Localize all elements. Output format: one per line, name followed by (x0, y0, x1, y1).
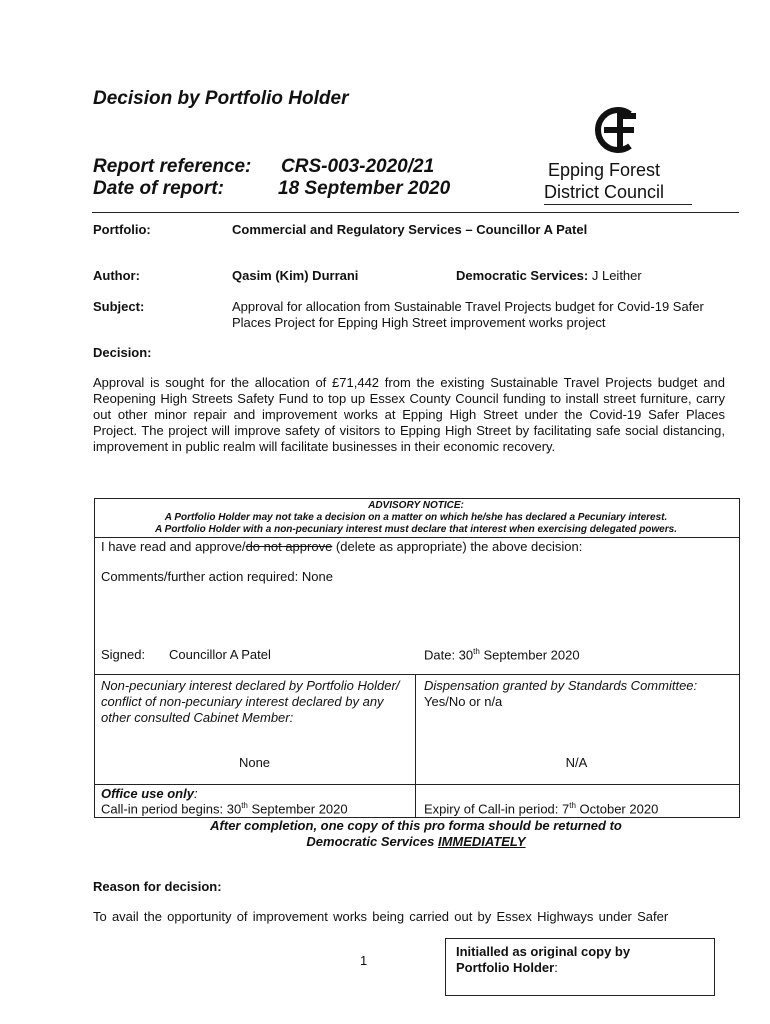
dispensation-options: Yes/No or n/a (424, 694, 503, 709)
advisory-line1: A Portfolio Holder may not take a decision on a matter on which he/she has declared a Pecuniary interest. (164, 512, 668, 523)
advisory-title: ADVISORY NOTICE: (368, 500, 464, 511)
subject-value: Approval for allocation from Sustainable Travel Projects budget for Covid-19 Safer Places Project for Epping High Street improvement works project (232, 299, 704, 330)
callin-begins-rest: September 2020 (247, 801, 348, 817)
page-number: 1 (360, 953, 368, 968)
callin-begins (101, 801, 348, 816)
dispensation-value: N/A (565, 755, 588, 770)
date-of-report-label: Date of report: (93, 178, 224, 199)
completion-note (94, 818, 738, 850)
header-divider (92, 212, 739, 213)
advisory-header-divider (94, 537, 739, 538)
portfolio-label: Portfolio: (93, 222, 151, 237)
initialled-line2 (456, 960, 630, 976)
callin-begins-sup: th (241, 801, 248, 810)
completion-line2-text: Democratic Services (306, 834, 438, 849)
dispensation-text: Dispensation granted by Standards Committee: (424, 678, 698, 693)
reason-label: Reason for decision: (93, 879, 222, 894)
signed-date-text: Date: 30 (424, 647, 474, 663)
interest-column-divider (415, 674, 416, 817)
initialled-line2-text: Portfolio Holder (456, 960, 555, 975)
signed-label: Signed: (101, 647, 146, 662)
report-reference-label: Report reference: (93, 156, 252, 177)
callin-expiry-sup: th (569, 801, 576, 810)
signed-date (424, 647, 580, 662)
callin-expiry-rest: October 2020 (575, 801, 659, 817)
logo-text-line1: Epping Forest (548, 160, 661, 180)
approval-text: I have read and approve/ (101, 539, 246, 554)
completion-line1: After completion, one copy of this pro forma should be returned to (210, 818, 622, 833)
initialled-text (456, 944, 630, 976)
author-value: Qasim (Kim) Durrani (232, 268, 359, 283)
advisory-notice-header (94, 500, 738, 536)
approval-text-rest: (delete as appropriate) the above decision: (332, 539, 583, 554)
office-use-colon: : (193, 786, 198, 801)
approval-statement (101, 539, 582, 554)
interest-declaration-text: Non-pecuniary interest declared by Portfolio Holder/ conflict of non-pecuniary interest declared by any other consulted Cabinet Member: (101, 678, 400, 725)
decision-text: Approval is sought for the allocation of £71,442 from the existing Sustainable Travel Projects budget and Reopening High Streets Safety Fund to top up Essex County Council funding to install street furniture, carry out other minor repair and improvement works at Epping High Street under the Covid-19 Safer Places Project. The project will improve safety of visitors to Epping High Street by facilitating safe social distancing, improvement in public realm will facilitate businesses in their economic recovery. (93, 375, 725, 454)
completion-line2 (94, 834, 738, 850)
signed-date-sup: th (473, 647, 480, 656)
callin-expiry (424, 801, 658, 816)
date-of-report-value: 18 September 2020 (278, 178, 451, 199)
signature-divider (94, 674, 739, 675)
office-use-label (101, 786, 198, 801)
signed-value: Councillor A Patel (169, 647, 271, 662)
office-use-text: Office use only (101, 786, 194, 801)
initialled-line1: Initialled as original copy by (456, 944, 631, 959)
callin-expiry-text: Expiry of Call-in period: 7 (424, 801, 570, 817)
approval-strikethrough: do not approve (245, 539, 333, 554)
logo-text-line2: District Council (544, 182, 665, 202)
initialled-colon: : (554, 960, 558, 975)
completion-line2-underlined: IMMEDIATELY (437, 834, 526, 849)
comments-line: Comments/further action required: None (101, 569, 333, 584)
office-use-divider (94, 784, 739, 785)
subject-label: Subject: (93, 299, 145, 314)
decision-label: Decision: (93, 345, 152, 360)
report-reference-value: CRS-003-2020/21 (281, 156, 435, 177)
advisory-line2: A Portfolio Holder with a non-pecuniary interest must declare that interest when exercising delegated powers. (155, 524, 677, 535)
callin-begins-text: Call-in period begins: 30 (101, 801, 242, 817)
author-label: Author: (93, 268, 140, 283)
democratic-services (456, 268, 642, 283)
council-logo-icon (590, 104, 642, 156)
interest-declaration-value: None (238, 755, 271, 770)
democratic-services-value: J Leither (588, 268, 642, 283)
signed-date-rest: September 2020 (479, 647, 580, 663)
reason-text: To avail the opportunity of improvement works being carried out by Essex Highways under Safer (93, 909, 669, 924)
portfolio-value: Commercial and Regulatory Services – Councillor A Patel (232, 222, 588, 237)
logo-underline (544, 204, 692, 205)
page-title: Decision by Portfolio Holder (93, 88, 349, 109)
democratic-services-label: Democratic Services: (456, 268, 589, 283)
